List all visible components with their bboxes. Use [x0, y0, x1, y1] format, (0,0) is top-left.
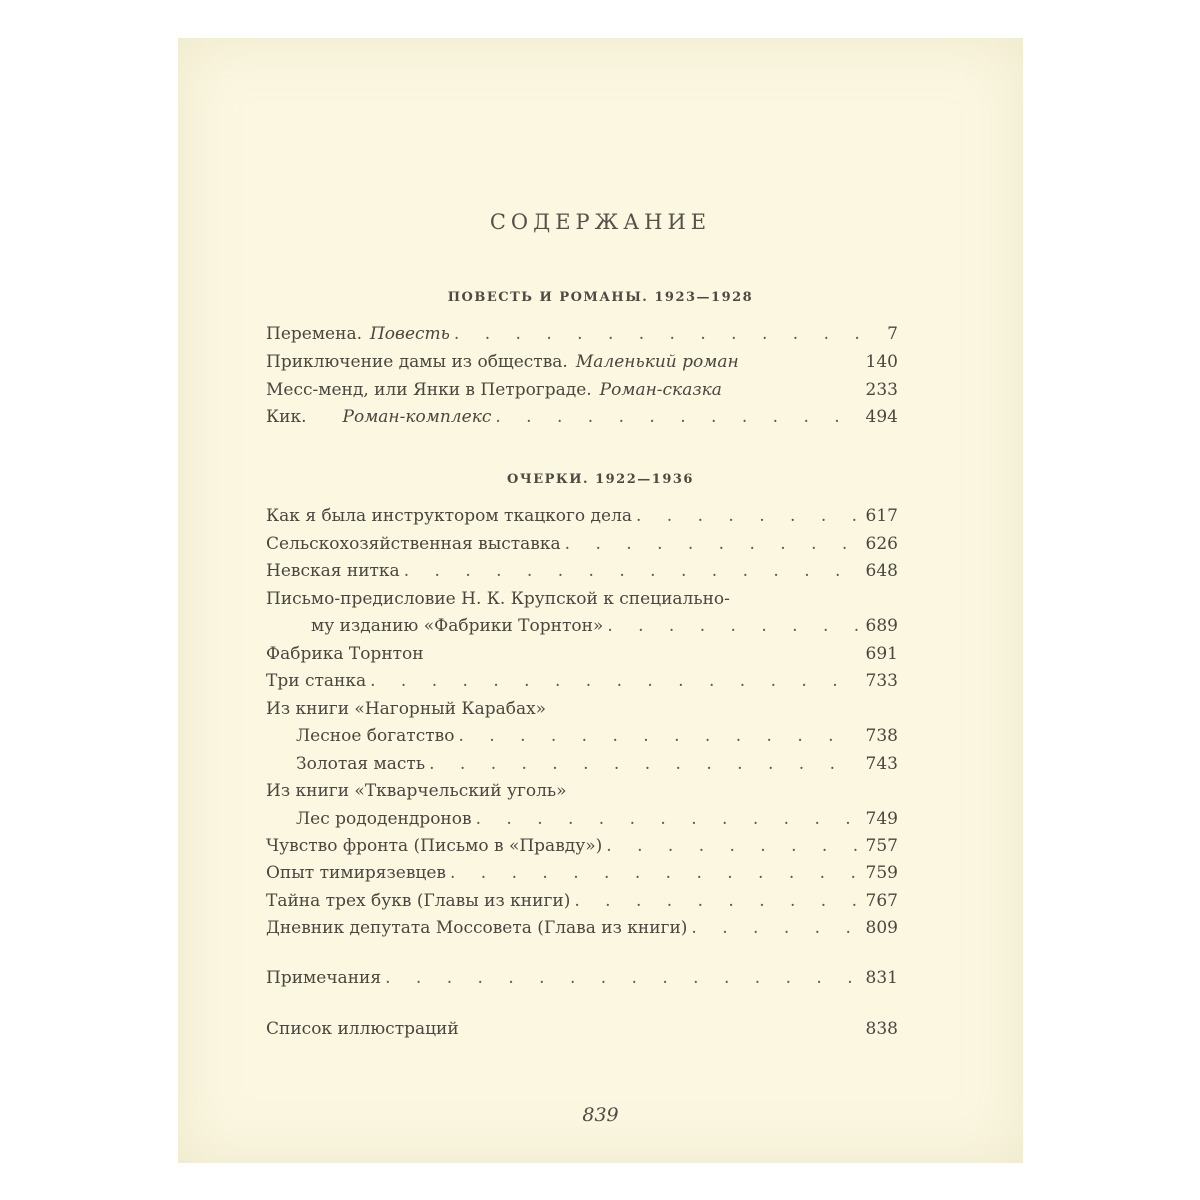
leader-dots: [404, 561, 860, 581]
entry-subtitle: Маленький роман: [575, 352, 739, 372]
leader-dots: [429, 754, 860, 774]
entry-page: 738: [865, 726, 898, 746]
entry-page: 831: [865, 968, 898, 988]
entry-page: 689: [865, 616, 898, 636]
entry-page: 691: [865, 644, 898, 664]
entry-title: Тайна трех букв (Главы из книги): [266, 891, 571, 911]
leader-dots: [476, 809, 860, 829]
entry-page: 757: [865, 836, 898, 856]
entry-title: Месс-менд, или Янки в Петрограде. Роман-сказка: [266, 380, 722, 400]
entry-title: Три станка: [266, 671, 367, 691]
section-heading-essays: ОЧЕРКИ. 1922—1936: [507, 472, 694, 487]
toc-entry-notes: [266, 968, 898, 994]
toc-entry-illustrations: [266, 1019, 898, 1045]
toc-entry: [266, 781, 898, 807]
entry-title: Как я была инструктором ткацкого дела: [266, 506, 632, 526]
toc-entry: [296, 809, 898, 835]
toc-entry: [266, 324, 898, 350]
toc-entry: [266, 534, 898, 560]
entry-page: 648: [865, 561, 898, 581]
entry-page: 617: [865, 506, 898, 526]
entry-title: Перемена. Повесть: [266, 324, 450, 344]
entry-page: 733: [865, 671, 898, 691]
toc-entry: [266, 407, 898, 433]
entry-page: 140: [865, 352, 898, 372]
toc-entry: [266, 561, 898, 587]
entry-title: Золотая масть: [296, 754, 426, 774]
leader-dots: [606, 836, 860, 856]
toc-entry: [266, 352, 898, 378]
toc-entry: [311, 616, 898, 642]
toc-entry: [266, 863, 898, 889]
entry-title: Фабрика Торнтон: [266, 644, 424, 664]
entry-title: Опыт тимирязевцев: [266, 863, 446, 883]
leader-dots: [691, 918, 860, 938]
toc-entry: [296, 754, 898, 780]
entry-page: 494: [865, 407, 898, 427]
entry-title: Чувство фронта (Письмо в «Правду»): [266, 836, 603, 856]
entry-title: Сельскохозяйственная выставка: [266, 534, 561, 554]
toc-entry: [266, 671, 898, 697]
entry-page: 767: [865, 891, 898, 911]
entry-page: 743: [865, 754, 898, 774]
entry-title: му изданию «Фабрики Торнтон»: [311, 616, 604, 636]
page-number: 839: [582, 1104, 619, 1126]
toc-entry: [266, 506, 898, 532]
section-heading-novels: ПОВЕСТЬ И РОМАНЫ. 1923—1928: [447, 290, 754, 305]
leader-dots: [565, 534, 860, 554]
entry-title: Из книги «Ткварчельский уголь»: [266, 781, 567, 801]
entry-page: 759: [865, 863, 898, 883]
toc-entry: [266, 380, 898, 406]
entry-page: 7: [887, 324, 898, 344]
entry-page: 749: [865, 809, 898, 829]
toc-title: СОДЕРЖАНИЕ: [489, 210, 712, 234]
entry-page: 626: [865, 534, 898, 554]
entry-title: Дневник депутата Моссовета (Глава из книги): [266, 918, 688, 938]
entry-title: Примечания: [266, 968, 382, 988]
leader-dots: [636, 506, 860, 526]
toc-entry: [266, 589, 898, 615]
toc-entry: [266, 836, 898, 862]
toc-entry: [266, 699, 898, 725]
entry-title: Приключение дамы из общества. Маленький роман: [266, 352, 739, 372]
leader-dots: [454, 324, 860, 344]
toc-entry: [266, 918, 898, 944]
entry-subtitle: Повесть: [369, 324, 450, 344]
leader-dots: [450, 863, 860, 883]
entry-subtitle: Роман-сказка: [599, 380, 722, 400]
leader-dots: [495, 407, 860, 427]
toc-entry: [266, 891, 898, 917]
toc-entry: [266, 644, 898, 670]
entry-title: Из книги «Нагорный Карабах»: [266, 699, 547, 719]
entry-title: Список иллюстраций: [266, 1019, 459, 1039]
entry-title: Лесное богатство: [296, 726, 455, 746]
entry-title: Невская нитка: [266, 561, 400, 581]
leader-dots: [458, 726, 860, 746]
leader-dots: [574, 891, 860, 911]
entry-title: Письмо-предисловие Н. К. Крупской к специально-: [266, 589, 730, 609]
leader-dots: [607, 616, 860, 636]
entry-page: 809: [865, 918, 898, 938]
toc-entry: [296, 726, 898, 752]
entry-title: Кик. Роман-комплекс: [266, 407, 492, 427]
entry-title: Лес рододендронов: [296, 809, 472, 829]
leader-dots: [385, 968, 860, 988]
entry-page: 838: [865, 1019, 898, 1039]
entry-subtitle: Роман-комплекс: [342, 407, 492, 427]
book-page: [178, 38, 1023, 1163]
leader-dots: [370, 671, 860, 691]
entry-page: 233: [865, 380, 898, 400]
